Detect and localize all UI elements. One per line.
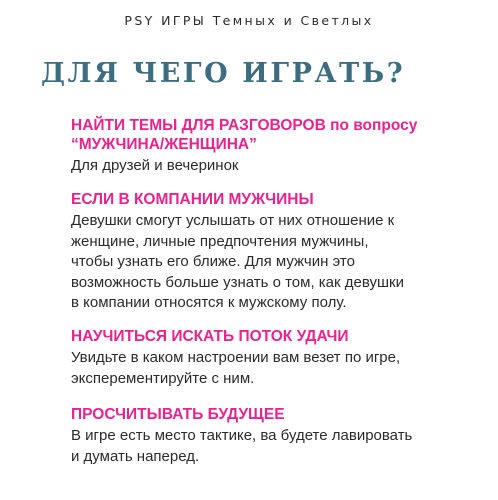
page-title: ДЛЯ ЧЕГО ИГРАТЬ?: [41, 58, 406, 89]
section-title-line: НАУЧИТЬСЯ ИСКАТЬ ПОТОК УДАЧИ: [71, 328, 349, 345]
section-body: [71, 348, 481, 389]
section-title: [71, 327, 481, 346]
section-body-line: В игре есть место тактике, ва будете лавировать: [71, 427, 413, 444]
section-body-line: чтобы узнать его ближе. Для мужчин это: [71, 253, 355, 270]
section-luck-flow: [71, 327, 481, 389]
section-title-line: “МУЖЧИНА/ЖЕНЩИНА”: [71, 136, 257, 153]
section-body-line: эксперементируйте с ним.: [71, 369, 255, 387]
section-title-line: ЕСЛИ В КОМПАНИИ МУЖЧИНЫ: [71, 191, 314, 208]
section-title-line: ПРОСЧИТЫВАТЬ БУДУЩЕЕ: [71, 406, 285, 423]
section-find-topics: [71, 116, 481, 177]
section-body-line: и думать наперед.: [71, 447, 200, 465]
section-body: [71, 426, 481, 467]
section-body-line: Девушки смогут услышать от них отношение к: [71, 212, 395, 229]
top-caption: PSY ИГРЫ Темных и Светлых: [124, 13, 374, 28]
section-title-line: НАЙТИ ТЕМЫ ДЛЯ РАЗГОВОРОВ по вопросу: [71, 117, 418, 134]
section-title: [71, 405, 481, 424]
section-title: [71, 116, 481, 154]
section-body: [71, 211, 481, 314]
section-men-in-company: [71, 190, 481, 314]
section-body-line: женщине, личные предпочтения мужчины,: [71, 232, 369, 250]
section-body: [71, 156, 481, 177]
section-body-line: в компании относятся к мужскому полу.: [71, 294, 347, 311]
section-title: [71, 190, 481, 209]
section-body-line: Увидьте в каком настроении вам везет по игре,: [71, 349, 401, 366]
section-body-line: Для друзей и вечеринок: [71, 157, 239, 174]
section-body-line: возможность больше узнать о том, как девушки: [71, 273, 404, 291]
section-predict-future: [71, 405, 481, 467]
